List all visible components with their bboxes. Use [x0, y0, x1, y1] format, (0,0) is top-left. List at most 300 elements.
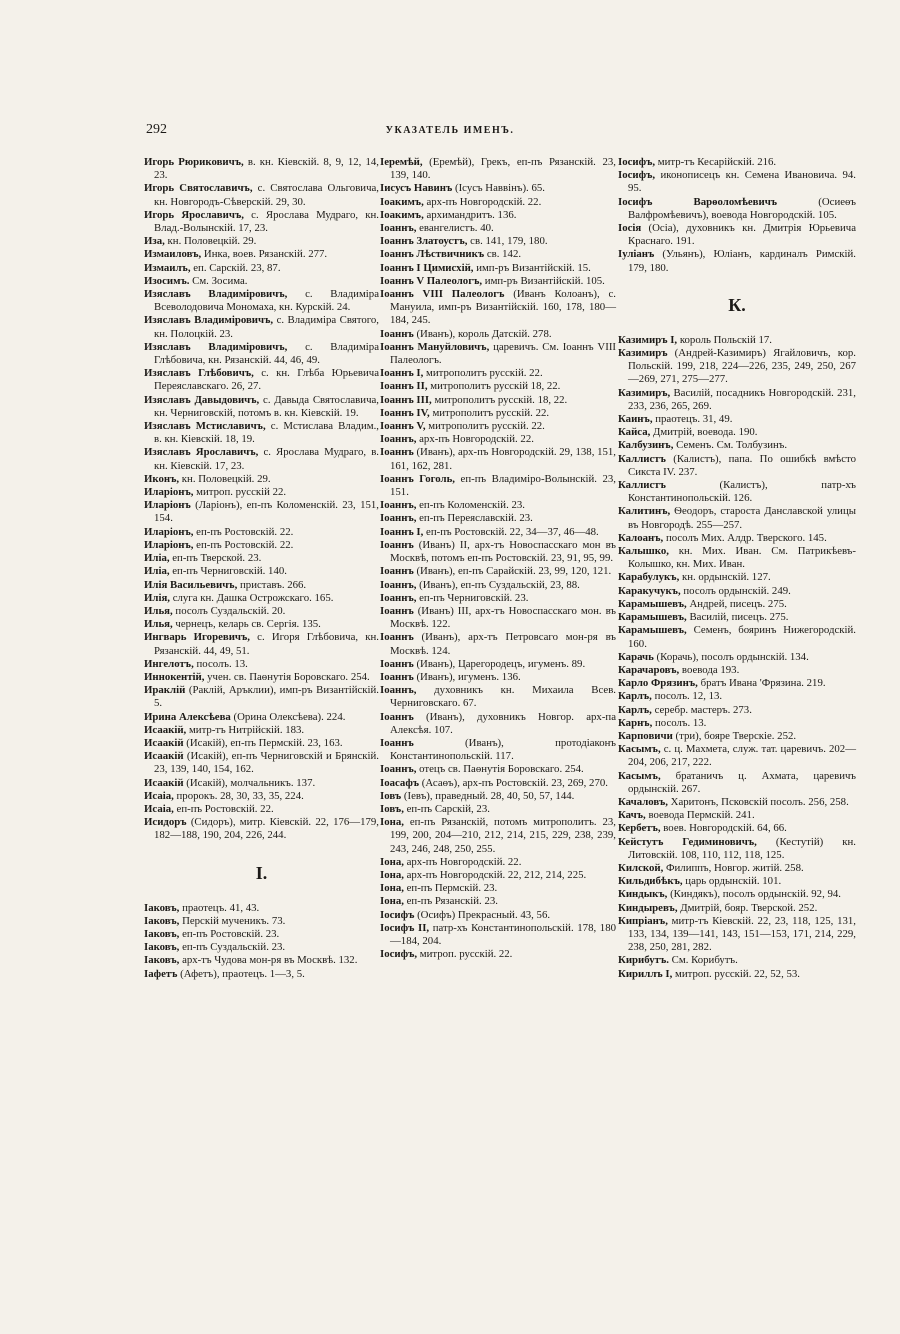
index-entry — [144, 473, 379, 486]
index-entry — [618, 809, 856, 822]
index-entry — [144, 526, 379, 539]
entry-list — [144, 156, 379, 843]
entry-heading: Іоаннъ, — [380, 433, 417, 446]
entry-text: с. Владиміра Всеволодовича Мономаха, кн. Курскій. 24. — [154, 288, 379, 314]
entry-text: См. Зосима. — [189, 274, 248, 287]
entry-text: (Иванъ), игуменъ. 136. — [413, 670, 521, 683]
entry-heading: Іоакимъ, — [380, 195, 424, 208]
entry-text: архимандритъ. 136. — [423, 208, 517, 221]
entry-heading: Измаиловъ, — [144, 248, 202, 261]
entry-heading: Іоаннъ IV, — [380, 406, 430, 419]
entry-text: (Осиеѳъ Валфромѣевичъ), воевода Новгородскій. 105. — [628, 195, 856, 221]
index-entry — [144, 262, 379, 275]
index-entry — [380, 579, 616, 592]
entry-heading: Иліа, — [144, 565, 170, 578]
entry-heading: Ираклій — [144, 684, 186, 697]
entry-text: приставъ. 266. — [237, 578, 307, 591]
entry-heading: Іоаннъ I, — [380, 525, 424, 538]
entry-text: (Иванъ Колоанъ), с. Мануила, имп-ръ Византійскій. 160, 178, 180—184, 245. — [390, 288, 617, 327]
entry-heading: Илья, — [144, 604, 173, 617]
entry-heading: Іосифъ, — [380, 948, 418, 961]
entry-text: еп-пъ Ростовскій. 22. — [173, 802, 274, 815]
entry-heading: Іоаннъ — [380, 657, 414, 670]
index-entry — [618, 453, 856, 479]
entry-heading: Іона, — [380, 882, 404, 895]
entry-heading: Изяславъ Владиміровичъ, — [144, 340, 288, 353]
index-entry — [380, 473, 616, 499]
entry-text: еп-пъ Ростовскій. 22. — [193, 538, 294, 551]
entry-heading: Карачь — [618, 650, 654, 663]
entry-text: Семенъ. См. Толбузинъ. — [673, 439, 788, 452]
entry-text: духовникъ кн. Михаила Всев. Черниговскаго. 67. — [390, 684, 616, 710]
entry-heading: Іоаннъ III, — [380, 393, 432, 406]
entry-heading: Іосифъ — [380, 908, 415, 921]
entry-heading: Карамышевъ, — [618, 611, 687, 624]
entry-heading: Касымъ, — [618, 743, 661, 756]
entry-heading: Калышко, — [618, 545, 669, 558]
entry-text: св. 142. — [484, 248, 522, 261]
index-entry — [618, 664, 856, 677]
entry-text: воевода Пермскій. 241. — [645, 809, 755, 822]
index-entry — [144, 915, 379, 928]
entry-heading: Іона, — [380, 855, 404, 868]
entry-text: (Іевъ), праведный. 28, 40, 50, 57, 144. — [401, 789, 575, 802]
entry-text: (Исакій), еп-пъ Черниговскій и Брянскій. 23, 139, 140, 154, 162. — [154, 750, 379, 776]
entry-heading: Ингварь Игоревичъ, — [144, 631, 250, 644]
entry-heading: Иліа, — [144, 552, 170, 565]
index-entry — [618, 862, 856, 875]
entry-text: митр-тъ Нитрійскій. 183. — [186, 723, 305, 736]
index-entry — [144, 671, 379, 684]
entry-heading: Калоанъ, — [618, 531, 664, 544]
entry-text: (Осіа), духовникъ кн. Дмитрія Юрьевича Краснаго. 191. — [628, 222, 856, 248]
entry-text: (Иванъ) II, арх-тъ Новоспасскаго мон въ Москвѣ, потомъ еп-пъ Ростовскій. 23, 91, 95, 99. — [390, 538, 616, 565]
entry-text: См. Корибутъ. — [668, 954, 738, 967]
index-entry — [144, 539, 379, 552]
entry-text: Дмитрій, воевода. 190. — [650, 426, 758, 439]
entry-text: еп-пъ Ростовскій. 22, 34—37, 46—48. — [423, 525, 599, 538]
entry-heading: Исидоръ — [144, 816, 187, 829]
index-entry — [144, 724, 379, 737]
index-entry — [380, 671, 616, 684]
index-entry — [380, 328, 616, 341]
entry-heading: Иларіонъ, — [144, 525, 194, 538]
entry-text: посолъ. 13. — [193, 657, 248, 670]
index-entry — [618, 532, 856, 545]
entry-text: митроп. русскій 22. — [193, 486, 287, 499]
entry-text: имп-ръ Византійскій. 15. — [473, 261, 591, 274]
entry-heading: Карачаровъ, — [618, 663, 680, 676]
entry-heading: Іоакимъ, — [380, 208, 424, 221]
index-entry — [618, 413, 856, 426]
index-entry — [618, 479, 856, 505]
index-entry — [380, 763, 616, 776]
entry-heading: Ирина Алексѣева — [144, 710, 231, 723]
index-entry — [144, 367, 379, 393]
index-entry — [144, 235, 379, 248]
entry-heading: Карло Фрязинъ, — [618, 677, 698, 690]
entry-text: кн. Половецкій. 29. — [179, 472, 271, 485]
entry-heading: Иконъ, — [144, 472, 180, 485]
entry-heading: Іоаннъ, — [380, 512, 417, 525]
entry-text: Филиппъ, Новгор. житій. 258. — [663, 861, 804, 874]
index-entry — [618, 426, 856, 439]
entry-text: митроп. русскій. 22, 52, 53. — [672, 967, 800, 980]
index-entry — [618, 796, 856, 809]
entry-heading: Іоаннъ, — [380, 222, 417, 235]
index-entry — [380, 869, 616, 882]
index-entry — [380, 605, 616, 631]
entry-text: (Иванъ), Царегородецъ, игуменъ. 89. — [413, 657, 586, 670]
entry-heading: Іоаннъ — [380, 604, 414, 617]
entry-text: митр-тъ Кесарійскій. 216. — [655, 156, 777, 168]
entry-heading: Иннокентій, — [144, 670, 205, 683]
index-entry — [380, 711, 616, 737]
entry-text: кн. ордынскій. 127. — [679, 571, 771, 584]
entry-text: с. Мстислава Владим., в. кн. Кіевскій. 18, 19. — [154, 420, 379, 446]
entry-heading: Кирибутъ. — [618, 954, 669, 967]
entry-text: еп-пъ Переяславскій. 23. — [416, 512, 533, 525]
entry-text: (Афетъ), праотецъ. 1—3, 5. — [177, 967, 305, 980]
entry-heading: Іосія — [618, 222, 642, 235]
entry-heading: Карнъ, — [618, 716, 653, 729]
entry-text: арх-пъ Новгородскій. 22. — [403, 855, 522, 868]
index-entry — [380, 512, 616, 525]
index-entry — [144, 618, 379, 631]
entry-heading: Ингелотъ, — [144, 657, 194, 670]
index-entry — [144, 658, 379, 671]
entry-heading: Іеремѣй, — [380, 156, 423, 168]
entry-text: (Раклій, Аръклии), имп-ръ Византійскій. 5. — [154, 684, 379, 710]
index-entry — [618, 770, 856, 796]
entry-text: (Ісусъ Наввінъ). 65. — [452, 182, 545, 195]
entry-text: еп-пъ Суздальскій. 23. — [179, 941, 286, 954]
entry-text: (Иванъ), еп-пъ Суздальскій, 23, 88. — [416, 578, 580, 591]
entry-heading: Іаковъ, — [144, 901, 180, 914]
entry-heading: Исаакій — [144, 776, 184, 789]
index-entry — [618, 743, 856, 769]
entry-heading: Іоаннъ Мануйловичъ, — [380, 340, 490, 353]
index-entry — [618, 334, 856, 347]
entry-heading: Качъ, — [618, 809, 646, 822]
entry-heading: Изяславъ Мстиславичъ, — [144, 420, 266, 433]
entry-text: (Калистъ), патр-хъ Константинопольскій. 126. — [628, 479, 856, 505]
running-title: УКАЗАТЕЛЬ ИМЕНЪ. — [385, 125, 515, 136]
entry-text: еп. Сарскій. 23, 87. — [190, 261, 281, 274]
entry-text: (Иванъ), протодіаконъ Константинопольскій. 117. — [390, 736, 616, 763]
index-entry — [380, 737, 616, 763]
entry-text: братаничъ ц. Ахмата, царевичъ ордынскій. 267. — [628, 769, 856, 795]
entry-heading: Карповичи — [618, 729, 673, 742]
entry-text: (Иванъ), король Датскій. 278. — [413, 327, 552, 340]
index-entry — [618, 387, 856, 413]
entry-text: с. ц. Махмета, служ. тат. царевичъ. 202—204, 206, 217, 222. — [628, 743, 856, 769]
entry-heading: Карамышевъ, — [618, 597, 687, 610]
entry-text: Ѳеодоръ, староста Данславской улицы въ Новгородѣ. 255—257. — [628, 505, 856, 531]
index-entry — [380, 803, 616, 816]
entry-text: серебр. мастеръ. 273. — [651, 703, 752, 716]
index-entry — [380, 790, 616, 803]
index-entry — [380, 209, 616, 222]
index-entry — [380, 565, 616, 578]
entry-text: кн. Мих. Иван. См. Патрикѣевъ-Колышко, кн. Мих. Иван. — [628, 545, 856, 571]
index-entry — [380, 631, 616, 657]
entry-heading: Іоаннъ, — [380, 591, 417, 604]
index-entry — [380, 367, 616, 380]
index-entry — [380, 380, 616, 393]
index-entry — [144, 248, 379, 261]
entry-heading: Изяславъ Ярославичъ, — [144, 446, 259, 459]
index-entry — [618, 156, 856, 169]
entry-text: еп-пъ Рязанскій, потомъ митрополитъ. 23, 199, 200, 204—210, 212, 214, 215, 229, 238, 239, 243, 246, 248, 250, 255. — [390, 816, 616, 855]
entry-heading: Казимиръ, — [618, 386, 671, 399]
entry-text: царь ордынскій. 101. — [682, 875, 782, 888]
entry-text: учен. св. Паѳнутія Боровскаго. 254. — [204, 670, 370, 683]
entry-text: еп-пъ Черниговскій. 23. — [416, 591, 529, 604]
entry-text: еп-пъ Сарскій, 23. — [403, 802, 490, 815]
entry-text: посолъ. 12, 13. — [651, 690, 723, 703]
entry-heading: Іона, — [380, 816, 404, 829]
entry-heading: Иларіонъ — [144, 499, 191, 512]
entry-text: митрополитъ русскій. 22. — [429, 406, 550, 419]
entry-heading: Исаакій — [144, 750, 184, 763]
entry-text: митрополитъ русскій. 22. — [425, 420, 545, 433]
entry-heading: Изосимъ. — [144, 274, 190, 287]
index-entry — [618, 902, 856, 915]
entry-text: еп-пъ Коломенскій. 23. — [416, 499, 525, 512]
index-entry — [380, 948, 616, 961]
entry-heading: Іафетъ — [144, 967, 178, 980]
entry-heading: Кербетъ, — [618, 822, 661, 835]
entry-heading: Іовъ — [380, 789, 402, 802]
index-entry — [144, 420, 379, 446]
section-letter-k: К. — [728, 294, 746, 315]
entry-text: король Польскій 17. — [677, 333, 772, 346]
page-number: 292 — [146, 122, 167, 137]
index-entry — [618, 439, 856, 452]
entry-text: арх-пъ Новгородскій. 22, 212, 214, 225. — [403, 868, 587, 881]
entry-text: посолъ Суздальскій. 20. — [172, 604, 286, 617]
entry-text: посолъ Мих. Алдр. Тверского. 145. — [663, 531, 827, 544]
entry-heading: Карамышевъ, — [618, 624, 687, 637]
entry-heading: Исаіа, — [144, 789, 174, 802]
index-columns — [144, 156, 856, 1316]
entry-text: (Иванъ), еп-пъ Сарайскій. 23, 99, 120, 121. — [413, 565, 612, 578]
entry-text: митрополитъ русскій. 22. — [423, 367, 543, 380]
entry-heading: Іоаннъ — [380, 538, 414, 551]
entry-heading: Іоасафъ — [380, 776, 420, 789]
entry-heading: Изяславъ Владиміровичъ, — [144, 314, 274, 327]
entry-heading: Іаковъ, — [144, 927, 180, 940]
index-entry — [618, 690, 856, 703]
index-entry — [144, 711, 379, 724]
index-entry — [144, 446, 379, 472]
entry-text: с. Ярослава Мудраго, кн. Влад.-Волынскій. 17, 23. — [154, 208, 379, 235]
entry-text: воевода 193. — [679, 663, 740, 676]
entry-heading: Илія, — [144, 591, 170, 604]
entry-text: имп-ръ Византійскій. 105. — [482, 274, 605, 287]
entry-text: (Кестутій) кн. Литовскій. 108, 110, 112, 118, 125. — [628, 835, 856, 861]
entry-heading: Іоаннъ I Цимисхій, — [380, 261, 474, 274]
entry-heading: Іоаннъ — [380, 446, 414, 459]
index-entry — [144, 954, 379, 967]
entry-heading: Казимиръ — [618, 347, 668, 360]
index-entry — [380, 182, 616, 195]
entry-list — [618, 334, 856, 981]
entry-heading: Іоаннъ — [380, 327, 414, 340]
entry-heading: Іосифъ, — [618, 156, 656, 168]
index-entry — [144, 790, 379, 803]
index-entry — [380, 856, 616, 869]
index-entry — [144, 750, 379, 776]
entry-heading: Іоаннъ — [380, 710, 414, 723]
index-entry — [380, 777, 616, 790]
index-entry — [144, 816, 379, 842]
entry-heading: Іона, — [380, 868, 404, 881]
index-entry — [144, 565, 379, 578]
entry-text: слуга кн. Дашка Острожскаго. 165. — [170, 591, 334, 604]
entry-text: арх-пъ Новгородскій. 22. — [416, 433, 534, 446]
entry-text: евангелистъ. 40. — [416, 222, 494, 235]
entry-text: с. Ярослава Мудраго, в. кн. Кіевскій. 17, 23. — [154, 446, 379, 472]
index-entry — [618, 585, 856, 598]
entry-text: посолъ ордынскій. 249. — [680, 584, 791, 597]
entry-text: пророкъ. 28, 30, 33, 35, 224. — [173, 789, 304, 802]
entry-text: праотецъ. 31, 49. — [652, 413, 733, 426]
entry-heading: Іовъ, — [380, 802, 404, 815]
entry-list — [618, 156, 856, 275]
entry-heading: Килской, — [618, 861, 664, 874]
index-entry — [618, 730, 856, 743]
entry-text: иконописецъ кн. Семена Ивановича. 94. 95. — [628, 169, 856, 195]
entry-text: (Осифъ) Прекрасный. 43, 56. — [414, 908, 551, 921]
index-entry — [144, 341, 379, 367]
entry-text: (Ларіонъ), еп-пъ Коломенскій. 23, 151, 154. — [154, 499, 379, 525]
entry-text: (Иванъ), арх-тъ Петровсаго мон-ря въ Москвѣ. 124. — [390, 631, 616, 657]
index-entry — [380, 526, 616, 539]
entry-heading: Каракучукъ, — [618, 584, 681, 597]
entry-text: (Исакій), молчальникъ. 137. — [183, 776, 316, 789]
entry-heading: Касымъ, — [618, 769, 661, 782]
entry-text: Перскій мученикъ. 73. — [179, 914, 286, 927]
entry-text: еп-пъ Рязанскій. 23. — [403, 895, 498, 908]
entry-heading: Игорь Святославичъ, — [144, 182, 253, 195]
entry-heading: Іоаннъ II, — [380, 380, 428, 393]
index-entry — [380, 248, 616, 261]
entry-text: отецъ св. Паѳнутія Боровскаго. 254. — [416, 763, 584, 776]
entry-text: с. Давыда Святославича, кн. Черниговскій, потомъ в. кн. Кіевскій. 19. — [154, 393, 379, 419]
entry-text: Семенъ, бояринъ Нижегородскій. 160. — [628, 624, 856, 650]
entry-text: митрополитъ русскій 18, 22. — [427, 380, 561, 393]
index-entry — [144, 737, 379, 750]
entry-heading: Игорь Ярославичъ, — [144, 208, 244, 221]
entry-heading: Калитинъ, — [618, 505, 671, 518]
entry-heading: Исаіа, — [144, 802, 174, 815]
entry-heading: Илія Васильевичъ, — [144, 578, 238, 591]
index-entry — [380, 156, 616, 182]
index-entry — [144, 486, 379, 499]
entry-heading: Карабулукъ, — [618, 571, 680, 584]
entry-text: (Иванъ), арх-пъ Новгородскій. 29, 138, 151, 161, 162, 281. — [390, 446, 616, 472]
index-entry — [144, 605, 379, 618]
index-entry — [618, 347, 856, 387]
entry-heading: Изяславъ Глѣбовичъ, — [144, 367, 254, 380]
entry-heading: Іаковъ, — [144, 914, 180, 927]
entry-heading: Иларіонъ, — [144, 486, 194, 499]
index-entry — [380, 909, 616, 922]
index-entry — [144, 499, 379, 525]
entry-text: с. Святослава Ольговича, кн. Новгородъ-Сѣверскій. 29, 30. — [154, 182, 379, 208]
index-entry — [618, 822, 856, 835]
index-entry — [618, 915, 856, 955]
entry-text: (Корачь), посолъ ордынскій. 134. — [653, 650, 809, 663]
entry-heading: Качаловъ, — [618, 795, 668, 808]
index-entry — [380, 499, 616, 512]
index-entry — [618, 704, 856, 717]
entry-text: (Андрей-Казимиръ) Ягайловичъ, кор. Польскій. 199, 218, 224—226, 235, 249, 250, 267—269, 271, 275—277. — [628, 347, 856, 386]
entry-heading: Іоаннъ Гоголь, — [380, 472, 455, 485]
index-entry — [144, 631, 379, 657]
entry-heading: Іосифъ Варѳоломѣевичъ — [618, 195, 778, 208]
entry-heading: Іоаннъ, — [380, 499, 417, 512]
entry-text: с. кн. Глѣба Юрьевича Переяславскаго. 26, 27. — [154, 367, 379, 393]
index-entry — [618, 888, 856, 901]
index-entry — [618, 545, 856, 571]
entry-heading: Іоаннъ VIII Палеологъ — [380, 288, 505, 301]
entry-heading: Іуліанъ — [618, 248, 655, 261]
entry-heading: Кипріанъ, — [618, 914, 668, 927]
entry-heading: Исаакій, — [144, 723, 187, 736]
entry-heading: Кильдибѣкъ, — [618, 875, 683, 888]
entry-heading: Іоаннъ — [380, 631, 414, 644]
entry-text: воев. Новгородскій. 64, 66. — [660, 822, 787, 835]
entry-text: с. Владиміра Святого, кн. Полоцкій. 23. — [154, 314, 379, 340]
index-entry — [618, 169, 856, 195]
entry-text: (Иванъ) III, арх-тъ Новоспасскаго мон. въ Москвѣ. 122. — [390, 604, 616, 631]
index-entry — [618, 651, 856, 664]
entry-text: (Калистъ), папа. По ошибкѣ вмѣсто Сикста IV. 237. — [628, 452, 856, 478]
index-entry — [618, 611, 856, 624]
entry-heading: Карлъ, — [618, 703, 652, 716]
entry-heading: Іоаннъ — [380, 736, 414, 749]
entry-heading: Каллистъ — [618, 479, 666, 492]
entry-text: митроп. русскій. 22. — [417, 948, 513, 961]
index-entry — [618, 505, 856, 531]
entry-heading: Іоаннъ, — [380, 684, 417, 697]
index-entry — [618, 836, 856, 862]
entry-text: еп-пъ Владиміро-Волынскій. 23, 151. — [390, 472, 616, 499]
index-entry — [144, 592, 379, 605]
index-entry — [380, 895, 616, 908]
entry-text: митр-тъ Кіевскій. 22, 23, 118, 125, 131, 133, 134, 139—141, 143, 151—153, 171, 214, 229, 238, 250, 281, 282. — [628, 914, 856, 954]
entry-text: еп-пъ Ростовскій. 22. — [193, 525, 294, 538]
entry-text: еп-пъ Черниговскій. 140. — [169, 565, 287, 578]
entry-text: с. Владиміра Глѣбовича, кн. Рязанскій. 44, 46, 49. — [154, 340, 379, 367]
entry-heading: Кириллъ I, — [618, 967, 673, 980]
index-entry — [380, 262, 616, 275]
entry-text: еп-пъ Ростовскій. 23. — [179, 927, 280, 940]
index-entry — [380, 816, 616, 856]
entry-text: братъ Ивана 'Фрязина. 219. — [697, 677, 826, 690]
entry-text: (Иванъ), духовникъ Новгор. арх-па Алексѣя. 107. — [390, 710, 616, 736]
entry-heading: Іосифъ II, — [380, 921, 430, 934]
entry-text: арх-пъ Новгородскій. 22. — [423, 195, 542, 208]
entry-heading: Іоаннъ V Палеологъ, — [380, 274, 483, 287]
entry-text: чернецъ, келарь св. Сергія. 135. — [172, 618, 321, 631]
index-entry — [380, 235, 616, 248]
entry-text: в. кн. Кіевскій. 8, 9, 12, 14, 23. — [154, 156, 379, 182]
index-column-1 — [144, 156, 379, 981]
